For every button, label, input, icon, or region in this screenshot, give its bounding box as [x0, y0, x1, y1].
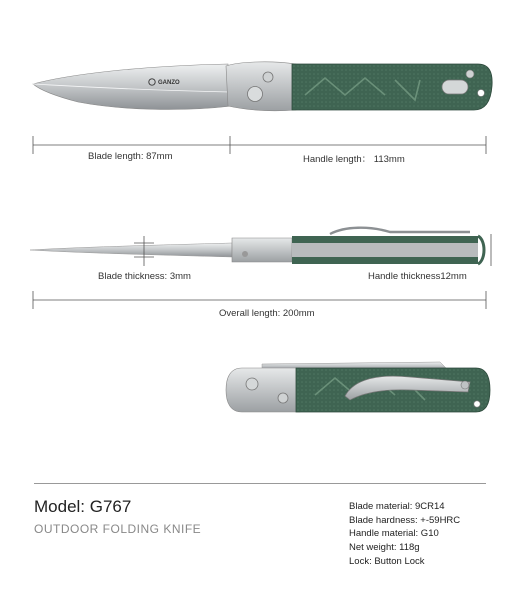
spec-list: [349, 500, 460, 569]
overall-length-label: Overall length: 200mm: [219, 308, 315, 319]
pocket-clip: [330, 228, 470, 234]
handle-length-label: Handle length： 113mm: [303, 154, 405, 165]
spec-handle-material: Handle material: G10: [349, 528, 439, 540]
spec-blade-material: Blade material: 9CR14: [349, 501, 445, 512]
handle-thickness-label: Handle thickness12mm: [368, 271, 467, 282]
blade-thickness-label: Blade thickness: 3mm: [98, 271, 191, 282]
spec-lock: Lock: Button Lock: [349, 555, 425, 567]
pivot: [248, 87, 263, 102]
spine-blade: [30, 243, 232, 257]
lock-button: [442, 80, 468, 94]
knife-side-view: [33, 62, 492, 111]
spec-net-weight: Net weight: 118g: [349, 542, 420, 554]
blade: [33, 64, 232, 109]
model-title: Model: G767: [34, 497, 132, 516]
blade-length-label: Blade length: 87mm: [88, 151, 173, 162]
bolster: [226, 62, 296, 111]
closed-bolster: [226, 368, 300, 412]
divider: [34, 483, 486, 484]
brand-logo: GANZO: [158, 80, 180, 86]
spec-blade-hardness: Blade hardness: +-59HRC: [349, 514, 461, 526]
knife-spine-view: [30, 228, 484, 264]
knife-closed-view: [226, 362, 490, 412]
product-subtitle: OUTDOOR FOLDING KNIFE: [34, 522, 202, 536]
